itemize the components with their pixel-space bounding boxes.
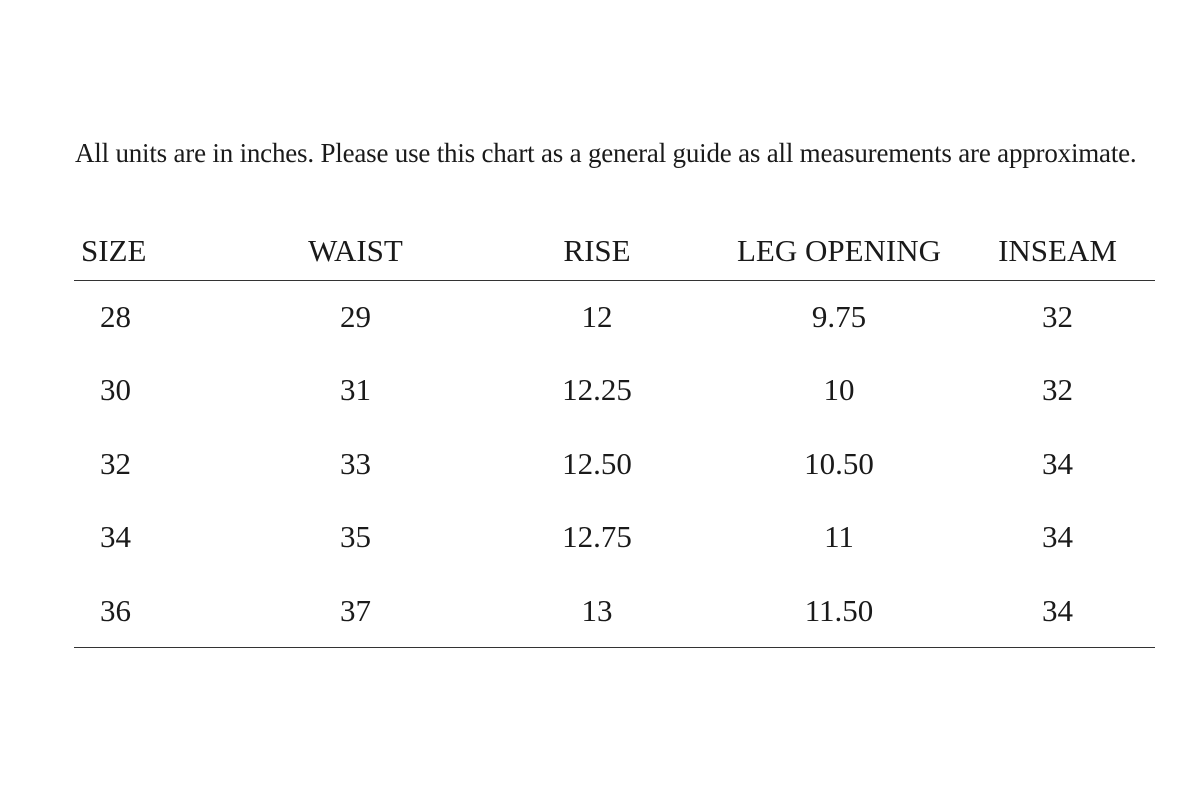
cell-waist: 29 bbox=[340, 299, 371, 334]
size-chart-table bbox=[74, 222, 1155, 648]
cell-size: 30 bbox=[100, 372, 131, 408]
header-size: SIZE bbox=[74, 222, 235, 280]
cell-inseam: 34 bbox=[1042, 445, 1073, 481]
cell-rise: 12.25 bbox=[562, 372, 632, 408]
cell-leg-opening: 11 bbox=[824, 519, 854, 555]
cell-size: 36 bbox=[74, 574, 235, 648]
table-row bbox=[74, 354, 1155, 428]
cell-leg-opening: 10.50 bbox=[804, 445, 874, 481]
cell-inseam: 34 bbox=[1042, 519, 1073, 555]
cell-rise: 12 bbox=[581, 299, 613, 334]
table-header-row bbox=[74, 222, 1155, 280]
cell-leg-opening: 9.75 bbox=[811, 299, 867, 334]
cell-leg-opening: 10 bbox=[823, 372, 855, 408]
cell-waist: 31 bbox=[340, 372, 371, 408]
header-rise: RISE bbox=[476, 222, 718, 280]
cell-waist: 35 bbox=[340, 519, 371, 555]
cell-inseam: 32 bbox=[1042, 372, 1073, 408]
table-row bbox=[74, 501, 1155, 575]
cell-rise: 12.75 bbox=[562, 519, 632, 555]
table-row bbox=[74, 280, 1155, 354]
cell-inseam: 32 bbox=[1042, 299, 1073, 334]
cell-rise: 12.50 bbox=[562, 445, 632, 481]
units-note: All units are in inches. Please use this chart as a general guide as all measurements are approximate. bbox=[75, 138, 1137, 168]
cell-waist: 33 bbox=[340, 445, 371, 481]
header-waist: WAIST bbox=[235, 222, 476, 280]
header-leg-opening: LEG OPENING bbox=[718, 222, 960, 280]
cell-leg-opening: 11.50 bbox=[718, 574, 960, 648]
table-row bbox=[74, 574, 1155, 648]
table-row bbox=[74, 427, 1155, 501]
cell-inseam: 34 bbox=[960, 574, 1155, 648]
cell-rise: 13 bbox=[476, 574, 718, 648]
cell-size: 28 bbox=[100, 299, 131, 334]
cell-size: 34 bbox=[100, 519, 131, 555]
header-inseam: INSEAM bbox=[960, 222, 1155, 280]
cell-waist: 37 bbox=[235, 574, 476, 648]
cell-size: 32 bbox=[100, 445, 131, 481]
